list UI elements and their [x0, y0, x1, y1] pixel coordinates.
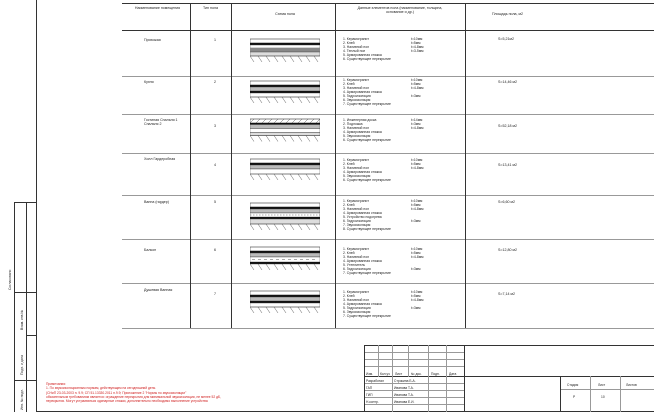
floor-area: S=6,60 м2 — [498, 200, 515, 204]
inv-orig-label: Инв. № подл. — [20, 388, 24, 410]
floor-sketch — [250, 158, 320, 184]
layer-list: 1. Керамогранит 2. Клей 3. Наливной пол 4. Армированная стяжка 5. Устройство подогрева 6. Гидроизоляция 7. Звукоизоляция 8. Существующее перекрытие t=10мм t=5мм t=4-8мм t=3мм — [343, 199, 424, 232]
floor-type: 1 — [214, 38, 216, 42]
floor-type: 7 — [214, 292, 216, 296]
header-sketch: Схема пола — [275, 12, 295, 16]
layer-list: 1. Керамогранит 2. Клей 3. Наливной пол 4. Армированная стяжка 5. Звукоизоляция 6. Существующее перекрытие t=10мм t=5мм t=4-8мм — [343, 158, 424, 183]
floor-sketch — [250, 38, 320, 64]
sheet-label: Лист — [598, 383, 606, 387]
layer-list: 1. Инженерная доска 2. Подложка 3. Наливной пол 4. Армированная стяжка 5. Звукоизоляция 6. Существующее перекрытие t=14мм t=3мм t=4-8мм — [343, 118, 424, 143]
header-area: Площадь пола, м2 — [491, 12, 524, 16]
name-gap: Иванова Т.А. — [394, 386, 414, 390]
name-norm-control: Иванова Е.И. — [394, 400, 415, 404]
role-gip: ГИП — [366, 393, 373, 397]
layer-list: 1. Керамогранит 2. Клей 3. Наливной пол 4. Армированная стяжка 5. Утеплитель 6. Гидроизоляция 7. Существующее перекрытие t=10мм t=5мм t=4-8мм t=3мм — [343, 247, 424, 276]
frame-left — [36, 0, 37, 412]
room-name: Ванна (гардер) — [144, 200, 169, 204]
room-name: Балкон — [144, 248, 157, 252]
notes: Примечания: 1. По звукоизоляционным нормам, действующим на сегодняшний день (СНиП 23-03-2003 п. 9.9; СП 51.13330.2011 п.9.9; Приложение 2 "Нормы по звукоизоляции" обязательным требованиям является: ограждение перекрытия для минимальной звукоизоляции, не менее 52 дБ, перекрытия. Могут устраиваться одинарные стяжки, дополнительно необходимо выполнение устройства — [46, 382, 222, 404]
room-name: Душевая Ванная — [144, 288, 173, 292]
floor-area: S=7,14 м2 — [498, 292, 515, 296]
floor-type: 3 — [214, 124, 216, 128]
floor-area: S=13,41 м2 — [498, 163, 517, 167]
sheet-value: 10 — [601, 395, 605, 399]
floor-sketch — [250, 80, 320, 106]
floor-sketch — [250, 246, 320, 276]
floor-sketch — [250, 202, 320, 234]
room-name: Кухня — [144, 80, 154, 84]
room-name: Прихожая — [144, 38, 161, 42]
floor-area: S=5,21м2 — [498, 37, 514, 41]
sheets-label: Листов — [626, 383, 637, 387]
room-name: Гостиная Спальня 1 Спальня 2 — [144, 118, 178, 127]
sign-date-label: Подп. и дата — [20, 355, 24, 375]
inv-no-label: Взам. инв.№ — [20, 309, 24, 330]
notes-title: Примечания: — [46, 382, 66, 386]
header-type: Тип пола — [203, 6, 218, 10]
agreed-label: Согласовано — [8, 269, 12, 290]
floor-type: 6 — [214, 248, 216, 252]
name-developer: Строкина Б.А. — [394, 379, 416, 383]
floor-area: S=12,80 м2 — [498, 248, 517, 252]
header-name: Наименование помещения — [134, 6, 181, 10]
room-name: Холл Гардеробная — [144, 157, 176, 161]
name-gip: Иванова Т.А. — [394, 393, 414, 397]
floor-type: 4 — [214, 163, 216, 167]
role-developer: Разработал — [366, 379, 384, 383]
role-gap: ГАП — [366, 386, 373, 390]
layer-list: 1. Керамогранит 2. Клей 3. Наливной пол 4. Теплый пол 5. Армированная стяжка 6. Существующее перекрытие t=10мм t=5мм t=4-8мм t=3-5мм — [343, 37, 424, 62]
floor-sketch — [250, 290, 320, 320]
layer-list: 1. Керамогранит 2. Клей 3. Наливной пол 4. Армированная стяжка 5. Гидроизоляция 6. Звукоизоляция 7. Существующее перекрытие t=10мм t=5мм t=4-8мм t=3мм — [343, 78, 424, 107]
stage-value: Р — [573, 395, 576, 399]
floor-type: 5 — [214, 200, 216, 204]
floor-area: S=14,46 м2 — [498, 80, 517, 84]
floor-type: 2 — [214, 80, 216, 84]
role-norm-control: Н.контр. — [366, 400, 379, 404]
floor-sketch — [250, 118, 320, 144]
floor-area: S=52,18 м2 — [498, 124, 517, 128]
header-data: Данные элементов пола (наименование, толщина, основание и др.) — [357, 6, 443, 15]
stage-label: Стадия — [567, 383, 579, 387]
layer-list: 1. Керамогранит 2. Клей 3. Наливной пол 4. Армированная стяжка 5. Гидроизоляция 6. Звукоизоляция 7. Существующее перекрытие t=10мм t=5мм t=4-8мм t=3мм — [343, 290, 424, 319]
